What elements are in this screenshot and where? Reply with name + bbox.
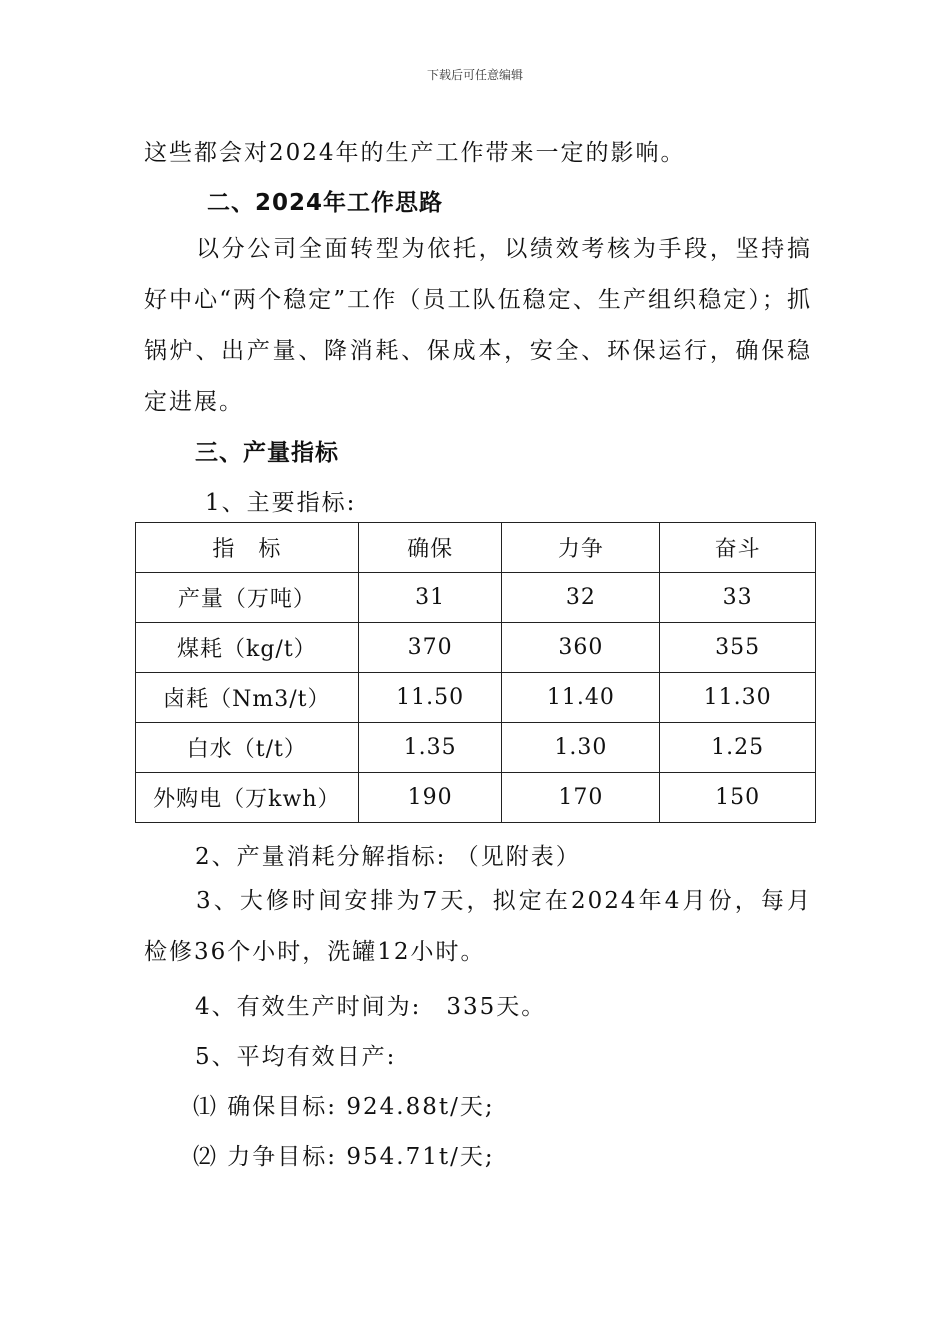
table-cell: 11.30 (660, 673, 816, 723)
table-cell: 11.40 (502, 673, 660, 723)
page-header: 下载后可任意编辑 (426, 68, 523, 82)
table-cell: 190 (358, 773, 502, 823)
target-strive: ⑵ 力争目标: 954.71t/天; (193, 1144, 495, 1170)
table-row (136, 623, 816, 673)
intro-line: 这些都会对2024年的生产工作带来一定的影响。 (144, 140, 686, 166)
table-row (136, 573, 816, 623)
item-effective-time: 4、有效生产时间为: 335天。 (195, 994, 547, 1020)
table-cell: 360 (502, 623, 660, 673)
table-cell: 170 (502, 773, 660, 823)
section-heading-2: 二、2024年工作思路 (207, 190, 444, 216)
item-consumption-breakdown: 2、产量消耗分解指标: （见附表） (195, 844, 581, 870)
table-cell: 150 (660, 773, 816, 823)
table-cell: 11.50 (358, 673, 502, 723)
table-cell: 1.25 (660, 723, 816, 773)
table-header-cell: 力争 (502, 523, 660, 573)
table-cell: 33 (660, 573, 816, 623)
table-cell: 白水（t/t） (136, 723, 359, 773)
table-cell: 32 (502, 573, 660, 623)
item-daily-output: 5、平均有效日产: (195, 1044, 397, 1070)
table-cell: 1.30 (502, 723, 660, 773)
table-cell: 煤耗（kg/t） (136, 623, 359, 673)
table-cell: 1.35 (358, 723, 502, 773)
table-cell: 370 (358, 623, 502, 673)
table-header-cell: 确保 (358, 523, 502, 573)
indicator-table (135, 522, 816, 823)
section-heading-3: 三、产量指标 (195, 440, 339, 466)
table-cell: 外购电（万kwh） (136, 773, 359, 823)
table-header-cell: 奋斗 (660, 523, 816, 573)
item-overhaul-schedule: 3、大修时间安排为7天，拟定在2024年4月份，每月检修36个小时，洗罐12小时。 (144, 888, 812, 965)
table-row (136, 673, 816, 723)
table-header-row (136, 523, 816, 573)
target-guarantee: ⑴ 确保目标: 924.88t/天; (193, 1094, 495, 1120)
table-row (136, 773, 816, 823)
table-header-cell: 指 标 (136, 523, 359, 573)
table-cell: 355 (660, 623, 816, 673)
item-main-indicators: 1、主要指标: (205, 490, 357, 516)
table-cell: 卤耗（Nm3/t） (136, 673, 359, 723)
work-idea-paragraph: 以分公司全面转型为依托，以绩效考核为手段，坚持搞好中心“两个稳定”工作（员工队伍稳定、生产组织稳定）；抓锅炉、出产量、降消耗、保成本，安全、环保运行，确保稳定进展。 (144, 236, 812, 415)
table-cell: 产量（万吨） (136, 573, 359, 623)
table-cell: 31 (358, 573, 502, 623)
table-row (136, 723, 816, 773)
